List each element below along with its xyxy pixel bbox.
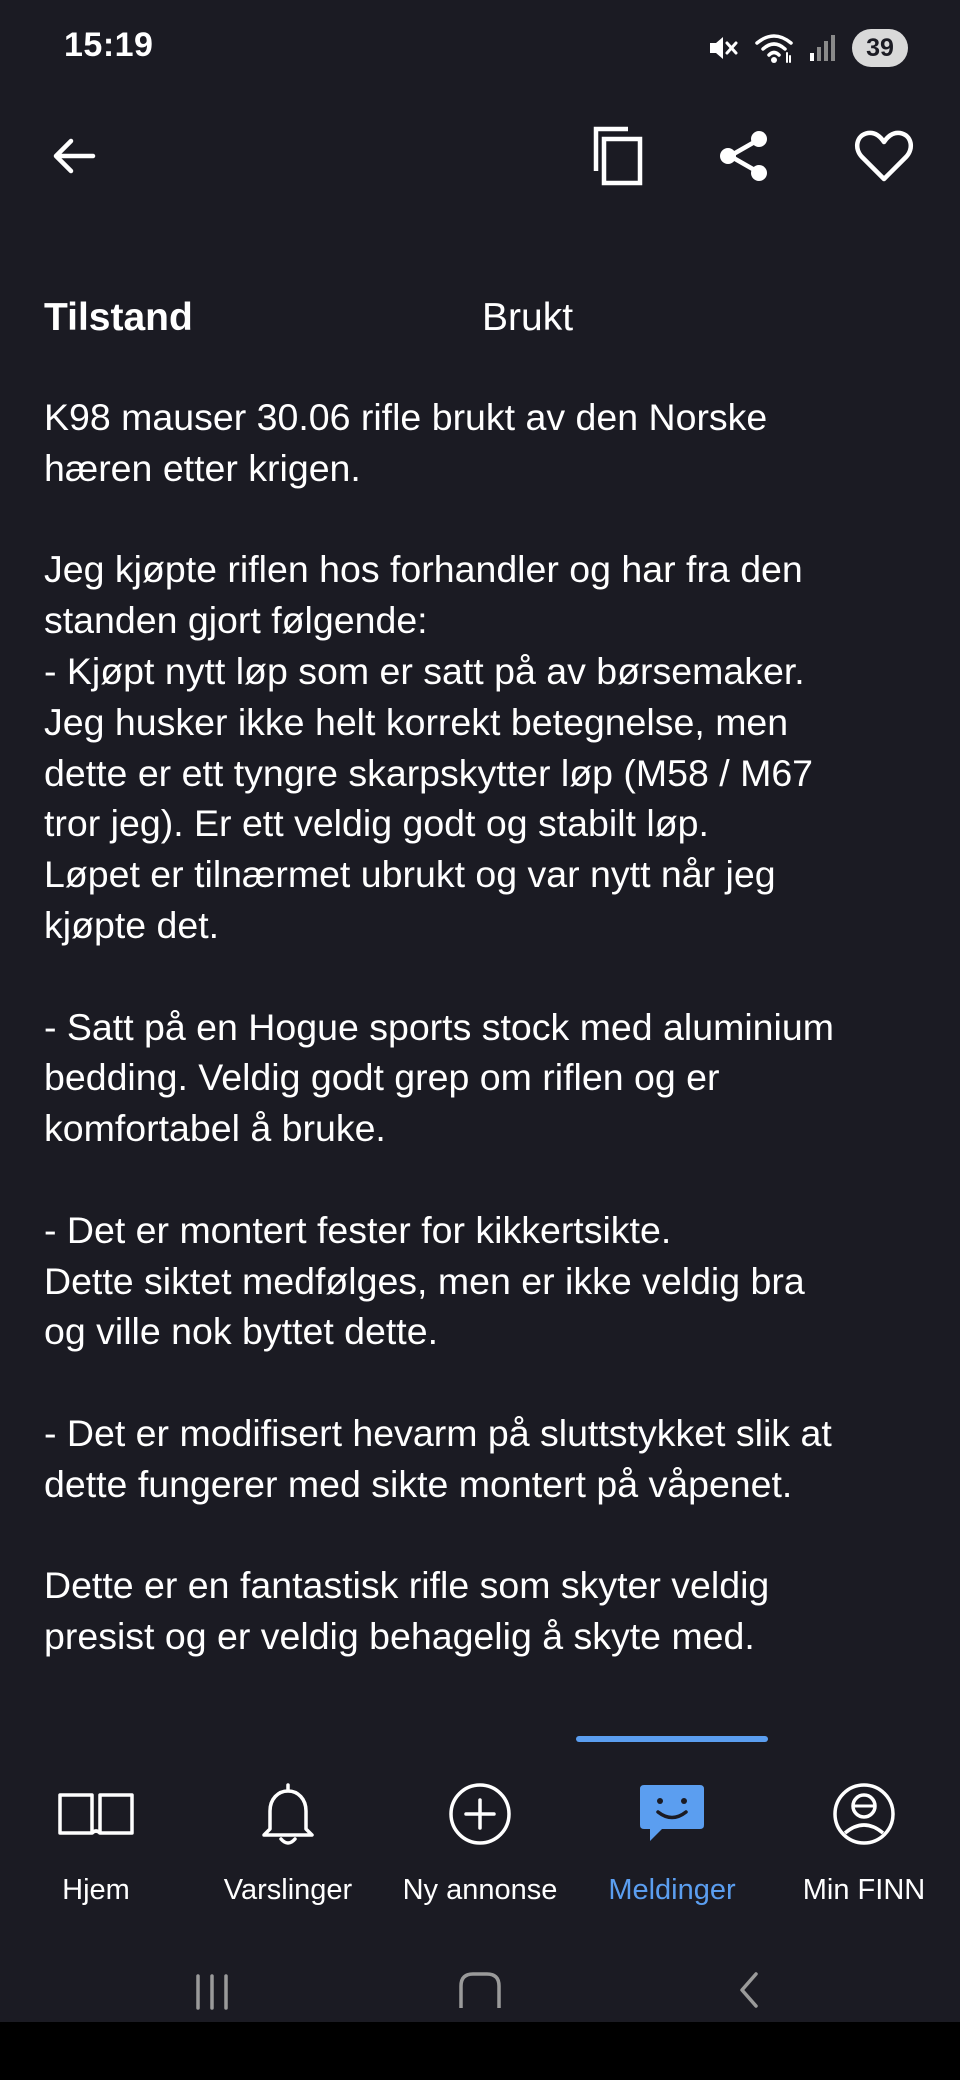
active-tab-indicator bbox=[576, 1736, 768, 1742]
system-navigation-bar bbox=[0, 1960, 960, 2020]
condition-row bbox=[44, 296, 924, 352]
recent-apps-icon bbox=[190, 1966, 234, 2015]
nav-label-min-finn: Min FINN bbox=[802, 1874, 926, 1906]
nav-label-ny-annonse: Ny annonse bbox=[402, 1874, 558, 1906]
profile-icon bbox=[824, 1774, 904, 1854]
nav-item-meldinger[interactable] bbox=[576, 1774, 768, 1914]
home-icon bbox=[455, 1966, 505, 2015]
home-button[interactable] bbox=[440, 1960, 520, 2020]
condition-value: Brukt bbox=[482, 296, 574, 339]
nav-label-varslinger: Varslinger bbox=[223, 1874, 353, 1906]
ad-description bbox=[44, 392, 924, 1662]
status-time: 15:19 bbox=[64, 26, 154, 64]
book-icon bbox=[56, 1774, 136, 1854]
status-icons bbox=[706, 28, 908, 68]
system-back-button[interactable] bbox=[708, 1960, 788, 2020]
bell-icon bbox=[248, 1774, 328, 1854]
heart-icon bbox=[853, 128, 915, 189]
nav-item-min-finn[interactable] bbox=[768, 1774, 960, 1914]
status-bar bbox=[0, 0, 960, 96]
description-paragraph: - Satt på en Hogue sports stock med aluminium bedding. Veldig godt grep om riflen og er komfortabel å bruke. bbox=[44, 1005, 834, 1150]
back-button[interactable] bbox=[30, 114, 118, 202]
top-app-bar bbox=[0, 96, 960, 220]
condition-label: Tilstand bbox=[44, 296, 193, 339]
description-paragraph: Jeg kjøpte riflen hos forhandler og har fra den standen gjort følgende: - Kjøpt nytt løp som er satt på av børsemaker. Jeg husker ikke helt korrekt betegnelse, men dette er ett tyngre skarpskytter løp (M58 / M67 tror jeg). Er ett veldig godt og stabilt løp. Løpet er tilnærmet ubrukt og var nytt når jeg kjøpte det. bbox=[44, 548, 814, 946]
back-icon bbox=[728, 1966, 768, 2015]
nav-item-varslinger[interactable] bbox=[192, 1774, 384, 1914]
recent-apps-button[interactable] bbox=[172, 1960, 252, 2020]
wifi-icon bbox=[754, 31, 794, 65]
signal-icon bbox=[808, 33, 838, 63]
bottom-navigation bbox=[0, 1736, 960, 1926]
description-paragraph: - Det er montert fester for kikkertsikte. Dette siktet medfølges, men er ikke veldig bra og ville nok byttet dette. bbox=[44, 1208, 805, 1353]
plus-circle-icon bbox=[440, 1774, 520, 1854]
copy-button[interactable] bbox=[574, 114, 662, 202]
chat-icon bbox=[632, 1774, 712, 1854]
bottom-black-bar bbox=[0, 2022, 960, 2080]
description-paragraph: K98 mauser 30.06 rifle brukt av den Norske hæren etter krigen. bbox=[44, 396, 768, 489]
back-arrow-icon bbox=[49, 131, 99, 186]
nav-item-ny-annonse[interactable] bbox=[384, 1774, 576, 1914]
description-paragraph: Dette er en fantastisk rifle som skyter veldig presist og er veldig behagelig å skyte med. bbox=[44, 1564, 770, 1658]
nav-item-hjem[interactable] bbox=[0, 1774, 192, 1914]
nav-label-meldinger: Meldinger bbox=[608, 1874, 736, 1906]
favorite-button[interactable] bbox=[840, 114, 928, 202]
copy-icon bbox=[590, 125, 646, 192]
mute-icon bbox=[706, 31, 740, 65]
battery-icon: 39 bbox=[852, 29, 908, 67]
description-paragraph: - Det er modifisert hevarm på sluttstykket slik at dette fungerer med sikte montert på våpenet. bbox=[44, 1411, 832, 1505]
share-icon bbox=[716, 128, 772, 189]
share-button[interactable] bbox=[700, 114, 788, 202]
nav-label-hjem: Hjem bbox=[62, 1874, 130, 1906]
